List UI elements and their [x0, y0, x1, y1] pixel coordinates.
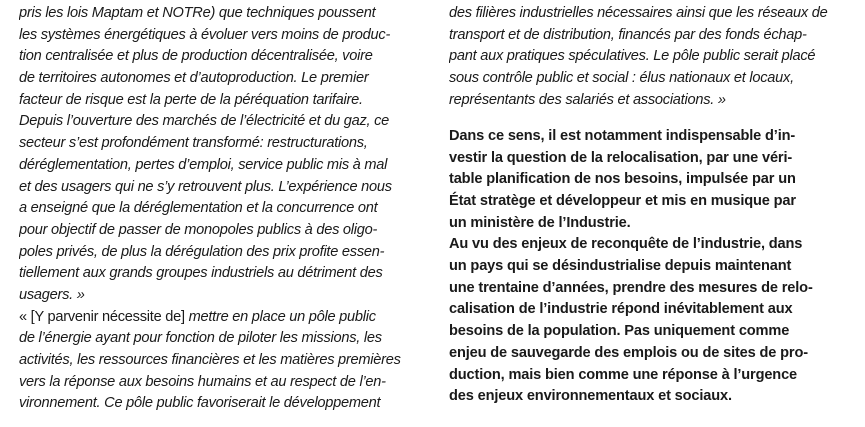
- text-segment: pour objectif de passer de monopoles publics à des oligo-: [19, 221, 378, 238]
- body-text-line: [19, 25, 413, 47]
- bold-text-line: Au vu des enjeux de reconquête de l’industrie, dans: [449, 236, 803, 253]
- text-segment: de l’énergie ayant pour fonction de piloter les missions, les: [19, 330, 382, 347]
- body-text-line: [19, 111, 413, 133]
- bold-text-line: des enjeux environnementaux et sociaux.: [449, 388, 732, 405]
- text-segment: mettre en place un pôle public: [188, 308, 376, 325]
- paragraph-gap: [449, 111, 843, 126]
- body-text-line: [19, 328, 413, 350]
- body-text-line: [19, 263, 413, 285]
- body-text-line: représentants des salariés et associations. »: [449, 91, 726, 108]
- body-text-line: des filières industrielles nécessaires ainsi que les réseaux de: [449, 5, 828, 21]
- body-text-line: [19, 46, 413, 68]
- bold-text-line: duction, mais bien comme une réponse à l’urgence: [449, 366, 798, 383]
- body-text-line: pant aux pratiques spéculatives. Le pôle public serait placé: [449, 48, 816, 65]
- body-text-line: [19, 307, 413, 329]
- text-segment: secteur s’est profondément transformé: restructurations,: [19, 135, 368, 152]
- text-segment: pris les lois Maptam et NOTRe) que techniques poussent: [19, 5, 376, 21]
- bold-text-line: enjeu de sauvegarde des emplois ou de sites de pro-: [449, 344, 808, 361]
- body-text-line: [19, 68, 413, 90]
- text-segment: tiellement aux grands groupes industriels au détriment des: [19, 265, 383, 282]
- text-segment: tion centralisée et plus de production décentralisée, voire: [19, 48, 373, 65]
- bold-text-line: table planification de nos besoins, impulsée par un: [449, 171, 796, 188]
- text-segment: déréglementation, pertes d’emploi, service public mis à mal: [19, 156, 388, 173]
- body-text-line: [19, 350, 413, 372]
- body-text-line: [19, 133, 413, 155]
- body-text-line: [19, 155, 413, 177]
- left-text-column: [19, 3, 413, 415]
- text-segment: vironnement. Ce pôle public favoriserait le développement: [19, 395, 381, 412]
- body-text-line: [19, 3, 413, 25]
- text-segment: poles privés, de plus la dérégulation des prix profite essen-: [19, 243, 385, 260]
- bold-text-line: un pays qui se désindustrialise depuis maintenant: [449, 258, 792, 275]
- text-segment: les systèmes énergétiques à évoluer vers moins de produc-: [19, 26, 391, 43]
- body-text-line: [19, 285, 413, 307]
- quote-intro-segment: « [Y parvenir nécessite de]: [19, 308, 189, 325]
- bold-text-line: calisation de l’industrie répond inévitablement aux: [449, 301, 793, 318]
- text-segment: vers la réponse aux besoins humains et au respect de l’en-: [19, 373, 386, 390]
- body-text-line: [19, 220, 413, 242]
- bold-text-line: État stratège et développeur et mis en musique par: [449, 193, 796, 209]
- body-text-line: sous contrôle public et social : élus nationaux et locaux,: [449, 70, 794, 87]
- text-segment: et des usagers qui ne s’y retrouvent plus. L’expérience nous: [19, 178, 392, 195]
- bold-text-line: vestir la question de la relocalisation, par une véri-: [449, 149, 793, 166]
- body-text-line: [19, 242, 413, 264]
- body-text-line: [19, 198, 413, 220]
- quoted-italic-paragraph: [449, 3, 843, 111]
- bold-text-line: un ministère de l’Industrie.: [449, 214, 631, 231]
- text-segment: usagers. »: [19, 286, 85, 303]
- body-text-line: [19, 177, 413, 199]
- body-text-line: [19, 393, 413, 415]
- bold-text-line: besoins de la population. Pas uniquement comme: [449, 323, 790, 340]
- text-segment: a enseigné que la déréglementation et la concurrence ont: [19, 200, 378, 217]
- bold-text-line: une trentaine d’années, prendre des mesures de relo-: [449, 279, 813, 296]
- body-text-line: [19, 90, 413, 112]
- text-segment: de territoires autonomes et d’autoproduction. Le premier: [19, 70, 369, 87]
- right-text-column: [449, 3, 843, 408]
- body-text-line: [19, 372, 413, 394]
- text-segment: facteur de risque est la perte de la péréquation tarifaire.: [19, 91, 363, 108]
- body-text-line: transport et de distribution, financés par des fonds échap-: [449, 26, 807, 43]
- bold-text-line: Dans ce sens, il est notamment indispensable d’in-: [449, 127, 796, 144]
- bold-paragraphs: [449, 126, 843, 408]
- text-segment: activités, les ressources financières et les matières premières: [19, 352, 401, 368]
- text-segment: Depuis l’ouverture des marchés de l’électricité et du gaz, ce: [19, 113, 390, 130]
